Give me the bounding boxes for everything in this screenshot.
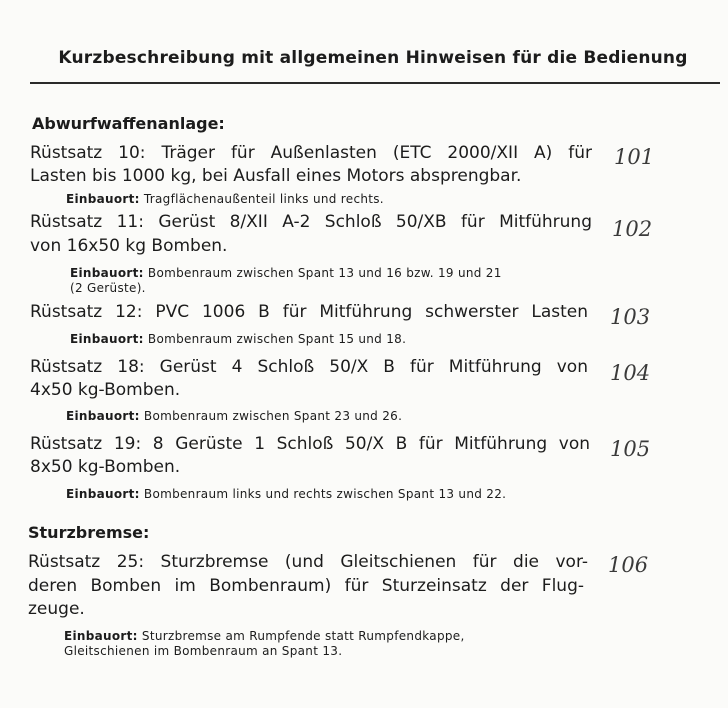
page-number: 104 xyxy=(610,361,651,385)
page-number: 101 xyxy=(614,145,655,169)
item-text-line: deren Bomben im Bombenraum) für Sturzeinsatz der Flug- xyxy=(28,576,584,596)
section-title: Abwurfwaffenanlage: xyxy=(32,114,225,133)
location-label: Einbauort: xyxy=(64,629,138,643)
page-number: 102 xyxy=(612,217,653,241)
item-location xyxy=(70,332,406,346)
item-location xyxy=(66,192,384,206)
item-text-line: von 16x50 kg Bomben. xyxy=(30,236,228,256)
section-title: Sturzbremse: xyxy=(28,523,150,542)
item-text-line: Rüstsatz 19: 8 Gerüste 1 Schloß 50/X B für Mitführung von xyxy=(30,434,590,454)
location-text: Bombenraum links und rechts zwischen Spant 13 und 22. xyxy=(143,487,507,501)
item-text-line: 4x50 kg-Bomben. xyxy=(30,380,181,400)
item-text-line: 8x50 kg-Bomben. xyxy=(30,457,181,477)
item-text-line: Rüstsatz 12: PVC 1006 B für Mitführung schwerster Lasten xyxy=(30,302,588,322)
location-text: Bombenraum zwischen Spant 23 und 26. xyxy=(143,409,403,423)
page-title: Kurzbeschreibung mit allgemeinen Hinweisen für die Bedienung xyxy=(58,48,688,68)
item-text-line: Rüstsatz 10: Träger für Außenlasten (ETC 2000/XII A) für xyxy=(30,143,592,163)
page-number: 106 xyxy=(608,553,649,577)
item-location xyxy=(64,629,465,643)
item-text-line: zeuge. xyxy=(28,599,85,619)
item-text-line: Rüstsatz 25: Sturzbremse (und Gleitschienen für die vor- xyxy=(28,552,588,572)
location-label: Einbauort: xyxy=(66,409,140,423)
page-number: 105 xyxy=(610,437,651,461)
location-text: Bombenraum zwischen Spant 15 und 18. xyxy=(147,332,407,346)
page-number: 103 xyxy=(610,305,651,329)
location-text: Tragflächenaußenteil links und rechts. xyxy=(143,192,384,206)
location-text: Bombenraum zwischen Spant 13 und 16 bzw. 19 und 21 xyxy=(147,266,502,280)
location-label: Einbauort: xyxy=(70,266,144,280)
location-text: Sturzbremse am Rumpfende statt Rumpfendkappe, xyxy=(141,629,465,643)
item-text-line: Rüstsatz 18: Gerüst 4 Schloß 50/X B für Mitführung von xyxy=(30,357,588,377)
location-label: Einbauort: xyxy=(66,192,140,206)
item-location-continued: Gleitschienen im Bombenraum an Spant 13. xyxy=(64,644,343,658)
item-location xyxy=(66,409,402,423)
item-location-continued: (2 Gerüste). xyxy=(70,281,146,295)
item-text-line: Lasten bis 1000 kg, bei Ausfall eines Motors absprengbar. xyxy=(30,166,522,186)
location-label: Einbauort: xyxy=(66,487,140,501)
item-location xyxy=(70,266,502,280)
header-rule xyxy=(30,82,720,84)
location-label: Einbauort: xyxy=(70,332,144,346)
item-location xyxy=(66,487,506,501)
item-text-line: Rüstsatz 11: Gerüst 8/XII A-2 Schloß 50/XB für Mitführung xyxy=(30,212,592,232)
